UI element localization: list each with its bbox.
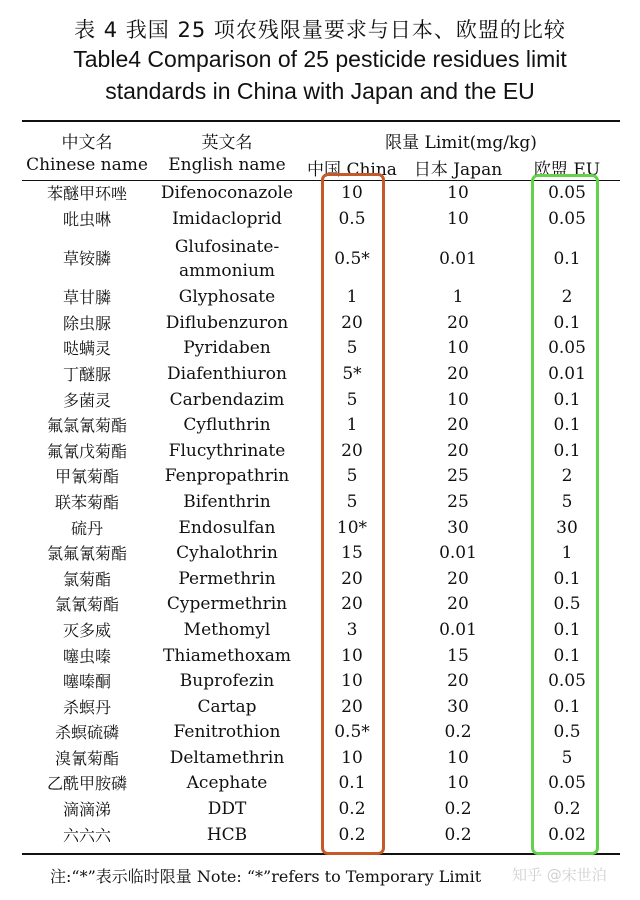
chinese-name-cell: 吡虫啉 [62, 209, 111, 229]
eu-limit-cell: 0.1 [553, 645, 581, 666]
watermark: 知乎 @宋世泊 [512, 866, 607, 884]
english-name-cell: Fenitrothion [173, 722, 281, 743]
english-name-cell: Cyhalothrin [176, 543, 278, 564]
eu-limit-cell: 0.02 [548, 824, 586, 845]
china-limit-cell: 20 [341, 594, 363, 615]
china-limit-cell: 5 [346, 338, 358, 359]
english-name-cell: Permethrin [178, 568, 276, 589]
china-limit-cell: 0.5 [338, 208, 366, 229]
english-name-cell: HCB [206, 824, 248, 845]
chinese-name-cell: 噻虫嗪 [62, 646, 111, 666]
eu-limit-cell: 0.1 [553, 568, 581, 589]
china-limit-cell: 15 [341, 543, 363, 564]
japan-limit-cell: 0.2 [444, 722, 472, 743]
eu-limit-cell: 0.05 [548, 183, 586, 203]
english-name-line2: ammonium [178, 260, 276, 281]
china-limit-cell: 0.2 [338, 824, 366, 845]
china-limit-cell: 20 [341, 696, 363, 717]
table-bottom-rule [22, 853, 620, 855]
china-limit-cell: 3 [346, 619, 358, 640]
chinese-name-cell: 苯醚甲环唑 [46, 184, 127, 203]
china-limit-cell: 5 [346, 466, 358, 487]
japan-limit-cell: 15 [447, 645, 469, 666]
eu-limit-cell: 0.1 [553, 248, 581, 269]
china-limit-cell: 10 [341, 747, 363, 768]
japan-limit-cell: 10 [447, 183, 469, 203]
eu-limit-cell: 0.1 [553, 389, 581, 410]
chinese-name-cell: 联苯菊酯 [54, 492, 119, 512]
china-limit-cell: 10* [336, 517, 368, 538]
header-chinese-name-zh: 中文名 [61, 133, 113, 153]
eu-limit-cell: 5 [561, 491, 573, 512]
japan-limit-cell: 0.2 [444, 799, 472, 820]
eu-limit-cell: 0.01 [548, 363, 586, 384]
chinese-name-cell: 硫丹 [70, 518, 103, 538]
japan-limit-cell: 10 [447, 389, 469, 410]
header-china: 中国 China [307, 160, 397, 180]
japan-limit-cell: 1 [452, 287, 464, 308]
english-name-cell: Acephate [186, 773, 268, 794]
japan-limit-cell: 20 [447, 363, 469, 384]
japan-limit-cell: 20 [447, 568, 469, 589]
english-name-cell: Methomyl [183, 619, 271, 640]
eu-limit-cell: 0.05 [548, 671, 586, 692]
chinese-name-cell: 氟氯氰菊酯 [46, 416, 127, 436]
china-limit-cell: 20 [341, 568, 363, 589]
japan-limit-cell: 10 [447, 747, 469, 768]
chinese-name-cell: 溴氰菊酯 [54, 748, 119, 768]
eu-limit-cell: 0.2 [553, 799, 581, 820]
table-top-rule [22, 120, 620, 122]
china-column-highlight [321, 173, 385, 855]
japan-limit-cell: 10 [447, 773, 469, 794]
japan-limit-cell: 30 [447, 517, 469, 538]
english-name-cell: Flucythrinate [168, 440, 286, 461]
japan-limit-cell: 0.01 [439, 619, 477, 640]
header-eu: 欧盟 EU [533, 160, 601, 180]
japan-limit-cell: 0.01 [439, 248, 477, 269]
english-name-cell: DDT [207, 799, 247, 820]
japan-limit-cell: 10 [447, 208, 469, 229]
eu-limit-cell: 30 [556, 517, 578, 538]
chinese-name-cell: 哒螨灵 [62, 339, 111, 359]
china-limit-cell: 20 [341, 440, 363, 461]
japan-limit-cell: 20 [447, 594, 469, 615]
eu-limit-cell: 0.05 [548, 208, 586, 229]
chinese-name-cell: 草铵膦 [62, 248, 111, 268]
china-limit-cell: 1 [346, 415, 358, 436]
chinese-name-cell: 杀螟丹 [62, 697, 111, 717]
eu-limit-cell: 5 [561, 747, 573, 768]
english-name-cell: Cypermethrin [166, 594, 288, 615]
header-japan: 日本 Japan [413, 160, 503, 180]
chinese-name-cell: 乙酰甲胺磷 [46, 774, 127, 794]
japan-limit-cell: 20 [447, 440, 469, 461]
eu-limit-cell: 0.1 [553, 415, 581, 436]
table-title-en-line2: standards in China with Japan and the EU [105, 78, 535, 104]
japan-limit-cell: 25 [447, 466, 469, 487]
china-limit-cell: 0.2 [338, 799, 366, 820]
header-english-name-en: English name [168, 155, 286, 175]
china-limit-cell: 5 [346, 389, 358, 410]
china-limit-cell: 0.5* [334, 722, 370, 743]
china-limit-cell: 20 [341, 312, 363, 333]
china-limit-cell: 5 [346, 491, 358, 512]
english-name-cell: Deltamethrin [169, 747, 285, 768]
table-title-zh: 表 4 我国 25 项农残限量要求与日本、欧盟的比较 [74, 18, 566, 42]
header-limit-group: 限量 Limit(mg/kg) [385, 133, 537, 153]
english-name-cell: Buprofezin [179, 671, 275, 692]
header-english-name-zh: 英文名 [201, 133, 253, 153]
japan-limit-cell: 30 [447, 696, 469, 717]
eu-limit-cell: 0.1 [553, 440, 581, 461]
english-name-cell [152, 232, 302, 285]
chinese-name-cell: 氯菊酯 [62, 569, 111, 589]
chinese-name-cell: 草甘膦 [62, 288, 111, 308]
eu-limit-cell: 2 [561, 466, 573, 487]
japan-limit-cell: 25 [447, 491, 469, 512]
eu-limit-cell: 1 [561, 543, 573, 564]
english-name-cell: Bifenthrin [183, 491, 271, 512]
china-limit-cell: 0.1 [338, 773, 366, 794]
english-name-cell: Difenoconazole [160, 183, 294, 203]
eu-column-highlight [531, 174, 599, 855]
english-name-line1: Glufosinate- [174, 236, 280, 257]
eu-limit-cell: 0.05 [548, 773, 586, 794]
japan-limit-cell: 0.2 [444, 824, 472, 845]
chinese-name-cell: 甲氰菊酯 [54, 467, 119, 487]
chinese-name-cell: 多菌灵 [62, 390, 111, 410]
english-name-cell: Imidacloprid [172, 208, 282, 229]
china-limit-cell: 10 [341, 671, 363, 692]
chinese-name-cell: 氟氰戊菊酯 [46, 441, 127, 461]
china-limit-cell: 1 [346, 287, 358, 308]
english-name-cell: Cartap [197, 696, 257, 717]
china-limit-cell: 5* [342, 363, 362, 384]
chinese-name-cell: 丁醚脲 [62, 364, 111, 384]
english-name-cell: Fenpropathrin [164, 466, 290, 487]
chinese-name-cell: 噻嗪酮 [62, 672, 111, 692]
eu-limit-cell: 0.1 [553, 696, 581, 717]
english-name-cell: Glyphosate [178, 287, 276, 308]
chinese-name-cell: 滴滴涕 [62, 800, 111, 820]
chinese-name-cell: 灭多威 [62, 620, 111, 640]
eu-limit-cell: 0.5 [553, 594, 581, 615]
china-limit-cell: 10 [341, 183, 363, 203]
japan-limit-cell: 20 [447, 415, 469, 436]
eu-limit-cell: 0.05 [548, 338, 586, 359]
english-name-cell: Endosulfan [178, 517, 276, 538]
japan-limit-cell: 20 [447, 671, 469, 692]
english-name-cell: Cyfluthrin [183, 415, 271, 436]
chinese-name-cell: 氯氟氰菊酯 [46, 544, 127, 564]
eu-limit-cell: 0.1 [553, 312, 581, 333]
chinese-name-cell: 杀螟硫磷 [54, 723, 119, 743]
china-limit-cell: 0.5* [334, 248, 370, 269]
english-name-cell: Pyridaben [183, 338, 271, 359]
english-name-cell: Diafenthiuron [167, 363, 287, 384]
table-footnote: 注:“*”表示临时限量 Note: “*”refers to Temporary Limit [50, 867, 482, 886]
table-title-en-line1: Table4 Comparison of 25 pesticide residues limit [73, 46, 567, 72]
japan-limit-cell: 20 [447, 312, 469, 333]
japan-limit-cell: 10 [447, 338, 469, 359]
header-chinese-name-en: Chinese name [26, 155, 148, 175]
eu-limit-cell: 2 [561, 287, 573, 308]
chinese-name-cell: 除虫脲 [62, 313, 111, 333]
english-name-cell: Carbendazim [169, 389, 285, 410]
japan-limit-cell: 0.01 [439, 543, 477, 564]
eu-limit-cell: 0.5 [553, 722, 581, 743]
china-limit-cell: 10 [341, 645, 363, 666]
english-name-cell: Thiamethoxam [163, 645, 291, 666]
chinese-name-cell: 氯氰菊酯 [54, 595, 119, 615]
english-name-cell: Diflubenzuron [165, 312, 289, 333]
chinese-name-cell: 六六六 [62, 825, 111, 845]
eu-limit-cell: 0.1 [553, 619, 581, 640]
